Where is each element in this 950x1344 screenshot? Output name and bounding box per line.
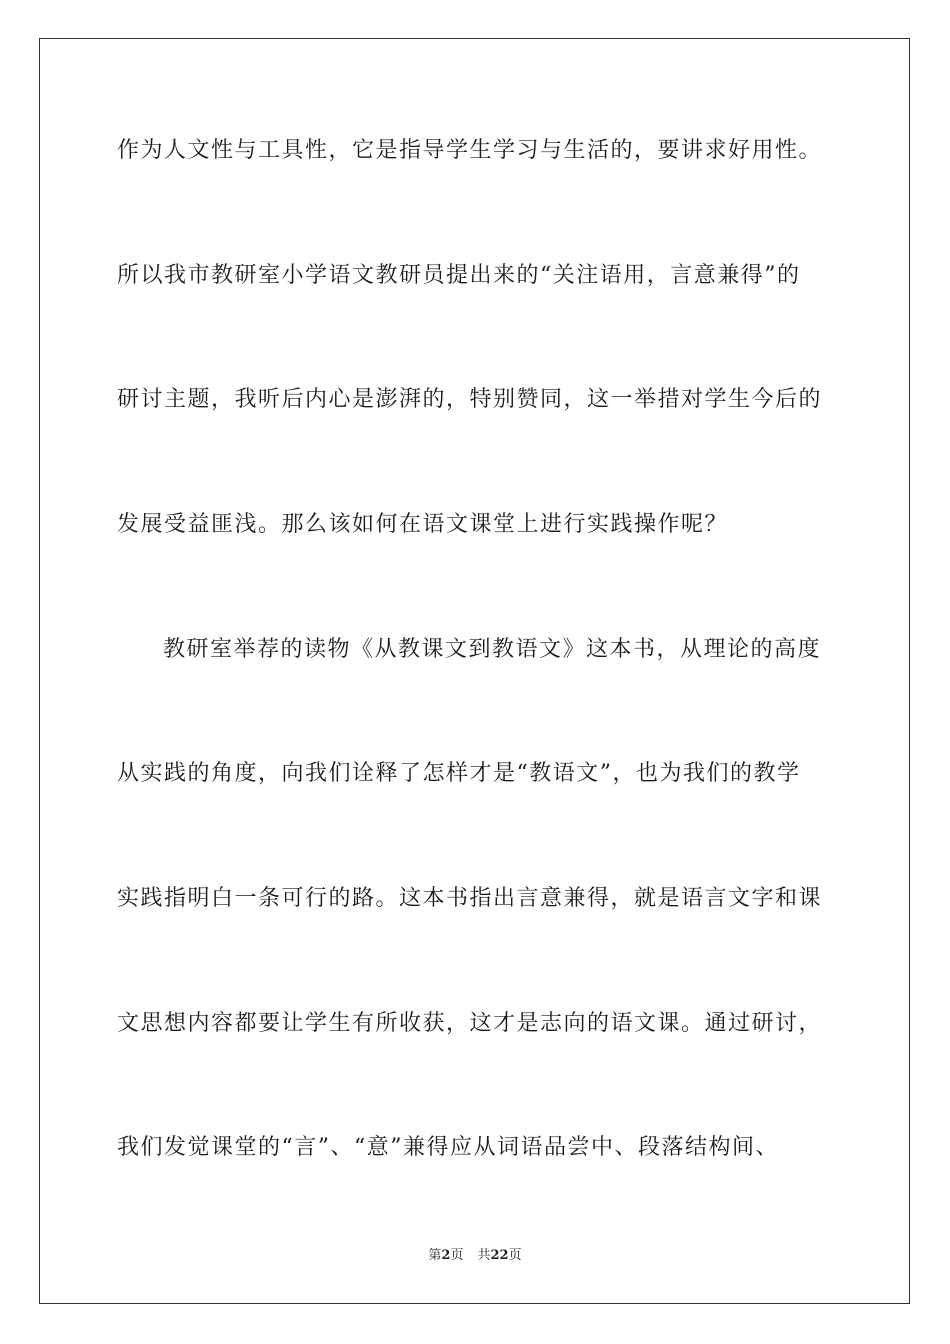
page-border	[39, 38, 910, 1304]
paragraph-line: 文思想内容都要让学生有所收获，这才是志向的语文课。通过研讨，	[117, 1011, 823, 1036]
paragraph-line: 作为人文性与工具性，它是指导学生学习与生活的，要讲求好用性。	[117, 138, 823, 163]
page-footer	[0, 1247, 950, 1265]
page-prefix: 第	[428, 1248, 442, 1263]
paragraph-line: 所以我市教研室小学语文教研员提出来的“关注语用，言意兼得”的	[117, 263, 801, 288]
paragraph-line: 实践指明白一条可行的路。这本书指出言意兼得，就是语言文字和课	[117, 886, 823, 911]
page-unit: 页	[450, 1248, 464, 1263]
total-unit: 页	[508, 1248, 522, 1263]
paragraph-line: 教研室举荐的读物《从教课文到教语文》这本书，从理论的高度	[163, 637, 822, 662]
total-prefix: 共	[477, 1248, 491, 1263]
paragraph-line: 我们发觉课堂的“言”、“意”兼得应从词语品尝中、段落结构间、	[117, 1135, 779, 1160]
total-pages: 22	[490, 1248, 509, 1263]
page-number: 2	[441, 1248, 451, 1263]
paragraph-line: 从实践的角度，向我们诠释了怎样才是“教语文”，也为我们的教学	[117, 761, 801, 786]
paragraph-line: 研讨主题，我听后内心是澎湃的，特别赞同，这一举措对学生今后的	[117, 387, 823, 412]
paragraph-line: 发展受益匪浅。那么该如何在语文课堂上进行实践操作呢？	[117, 512, 729, 537]
